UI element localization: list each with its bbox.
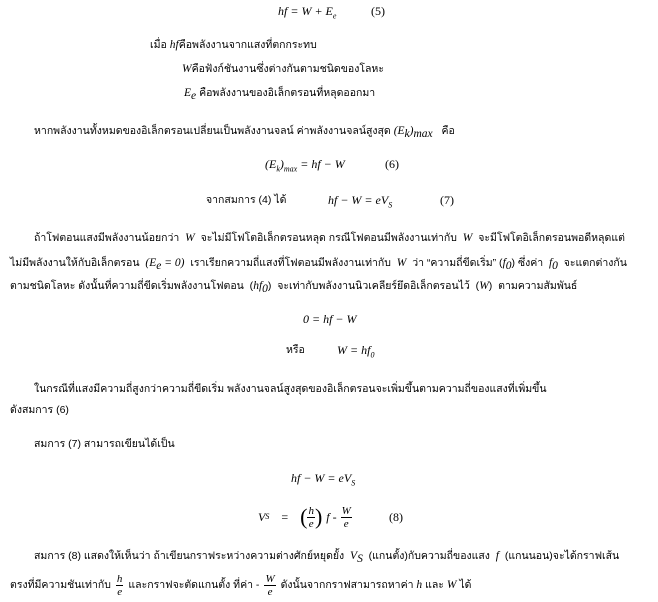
p1-sub-k: k [404,128,410,141]
eq5-lhs: hf [278,4,288,18]
p5-l2d: และ [425,579,444,591]
equation-7-lead: จากสมการ (4) ได้ [206,194,287,206]
defs-text-w: คือฟังก์ชันงานซึ่งต่างกันตามชนิดของโลหะ [191,63,384,75]
p5-h: h [416,579,423,591]
defs-sym-hf: hf [169,39,179,51]
eq5-rhs: = W + E [290,4,333,18]
eq8-fraction-w-over-e [341,505,352,530]
p1-tail: คือ [441,125,455,137]
p2-hf0-sub: 0 [262,283,268,296]
p2-f0-sub-1: 0 [505,260,512,273]
paragraph-1 [34,124,455,141]
equation-7-number: (7) [440,193,454,207]
or-label: หรือ [286,344,305,356]
eq8-f: f - [326,510,337,524]
equation-8-number: (8) [389,510,403,524]
p5-vs-sub: S [357,553,363,566]
eq-or-expr: W = hf [337,343,371,357]
eq5-sub: e [332,11,337,21]
paragraph-5-line-2 [10,570,471,600]
defs-lead: เมื่อ [150,39,167,51]
p2-f0-2: f [548,257,553,269]
defs-sym-e: E [184,87,192,99]
eq7b-sub: S [351,478,356,488]
equation-6 [265,157,345,176]
eq8-fraction-h-over-e [307,505,315,530]
p2-f0-sub-2: 0 [552,260,558,273]
p2-l3c: ตามความสัมพันธ์ [498,280,578,292]
p5-l2e: ได้ [459,579,472,591]
p5-f: f [495,550,499,562]
p2-l2d: เราเรียกความถี่แสงที่โฟตอนมีพลังงานเท่ากับ [190,257,391,269]
p5-frac-e2: e [267,585,273,598]
equation-7-restated [291,471,355,490]
eq7-sub: S [388,200,393,210]
p2-l2b: (E [145,257,157,269]
p5-l2a: ตรงที่มีความชันเท่ากับ [10,579,111,591]
p5-vs: V [350,550,358,562]
eq8-right-paren: ) [314,504,323,529]
p1-sym: (E [393,125,405,137]
equation-6-number: (6) [385,157,399,171]
paragraph-4: สมการ (7) สามารถเขียนได้เป็น [34,438,175,450]
p2-w-3: W [396,257,407,269]
p5-l1a: สมการ (8) แสดงให้เห็นว่า ถ้าเขียนกราฟระหว่างความต่างศักย์หยุดยั้ง [34,550,345,562]
p5-fraction-h-over-e [116,573,124,598]
p2-l1a: ถ้าโฟตอนแสงมีพลังงานน้อยกว่า [34,232,180,244]
equation-8 [258,500,352,534]
eq8-frac-e2: e [343,517,349,530]
p5-l1c: (แกนนอน)จะได้กราฟเส้น [504,550,620,562]
p5-frac-w: W [265,572,275,585]
eq8-lsub: S [265,512,270,521]
definition-w [182,62,384,76]
p2-w-1: W [185,232,195,244]
p2-l1c: จะมีโฟโตอิเล็กตรอนพอดีหลุดแต่ [478,232,625,244]
definition-ee [184,86,375,103]
p2-l2c: = 0) [164,257,185,269]
paragraph-5-line-1 [34,549,619,566]
equation-w-hf0 [337,343,374,362]
defs-sym-w: W [182,63,192,75]
definition-hf [150,38,317,52]
eq7-expr: hf − W = eV [328,193,389,207]
eq8-left-paren: ( [300,504,308,529]
eq7b-expr: hf − W = eV [291,471,352,485]
paragraph-2-line-2: ไม่มีพลังงานให้กับอิเล็กตรอน $(E_e = 0)$ เราเรียกความถี่แสงที่โฟตอนมีพลังงานเท่ากับ W ว่า “ความถี่ขีดเริ่ม” $(f_0)$ ซึ่งค่า $f_0$ จะแตกต่างกัน [10,257,627,273]
p2-w-2: W [462,232,473,244]
p2-l2e: ว่า “ความถี่ขีดเริ่ม” [412,257,497,269]
equation-5-number: (5) [371,4,385,18]
p2-l2f: ซึ่งค่า [517,257,544,269]
p2-f0-1: f [502,257,506,269]
eq-or-sub: 0 [370,350,375,360]
eq8-equals: = [281,510,289,524]
equation-7 [328,193,392,212]
equation-zero: 0 = hf − W [303,312,357,326]
eq8-frac-e: e [308,517,314,530]
paragraph-3-line-1: ในกรณีที่แสงมีความถี่สูงกว่าความถี่ขีดเริ่ม พลังงานจลน์สูงสุดของอิเล็กตรอนจะเพิ่มขึ้นตามความถี่ของแสงที่เพิ่มขึ้น [34,383,547,395]
eq6-mid: ) [279,157,284,171]
paragraph-2-line-1 [34,231,625,245]
eq8-lhs: V [258,510,266,524]
p5-l2b: และกราฟจะตัดแกนตั้ง ที่ค่า - [128,579,260,591]
eq6-rhs: = hf − W [300,157,345,171]
p5-w: W [446,579,457,591]
eq8-frac-w: W [341,504,351,517]
eq6-lhs: (E [265,157,277,171]
p2-hf0: hf [253,280,263,292]
p1-sub-max: max [413,128,433,141]
defs-text-ee: คือพลังงานของอิเล็กตรอนที่หลุดออกมา [199,87,376,99]
p5-l2c: ดังนั้นจากกราฟสามารถหาค่า [280,579,414,591]
p2-l3a: ตามชนิดโลหะ ดังนั้นที่ความถี่ขีดเริ่มพลังงานโฟตอน [10,280,244,292]
equation-5 [278,4,336,23]
eq6-sub-max: max [283,164,298,174]
p1-text: หากพลังงานทั้งหมดของอิเล็กตรอนเปลี่ยนเป็นพลังงานจลน์ ค่าพลังงานจลน์สูงสุด [34,125,391,137]
p2-l2a: ไม่มีพลังงานให้กับอิเล็กตรอน [10,257,140,269]
p1-sym2: ) [409,125,414,137]
defs-text-hf: คือพลังงานจากแสงที่ตกกระทบ [178,39,317,51]
defs-sub-e: e [191,90,197,103]
p5-l1b: (แกนตั้ง)กับความถี่ของแสง [368,550,490,562]
paragraph-3-line-2: ดังสมการ (6) [10,404,69,416]
eq8-frac-h: h [308,504,314,517]
p2-l1b: จะไม่มีโฟโตอิเล็กตรอนหลุด กรณีโฟตอนมีพลังงานเท่ากับ [200,232,457,244]
paragraph-2-line-3: ตามชนิดโลหะ ดังนั้นที่ความถี่ขีดเริ่มพลังงานโฟตอน $(hf_0)$ จะเท่ากับพลังงานนิวเคลียร์ยึดอิเล็กตรอนไว้ (W) ตามความสัมพันธ์ [10,280,578,296]
p2-l3b: จะเท่ากับพลังงานนิวเคลียร์ยึดอิเล็กตรอนไว้ [277,280,470,292]
eq6-sub-k: k [276,164,280,174]
p5-frac-e: e [117,585,123,598]
p2-ee-sub: e [156,260,162,273]
p2-w-4: W [479,280,489,292]
p2-l2g: จะแตกต่างกัน [563,257,627,269]
p5-fraction-w-over-e [264,573,275,598]
p5-frac-h: h [116,572,123,585]
